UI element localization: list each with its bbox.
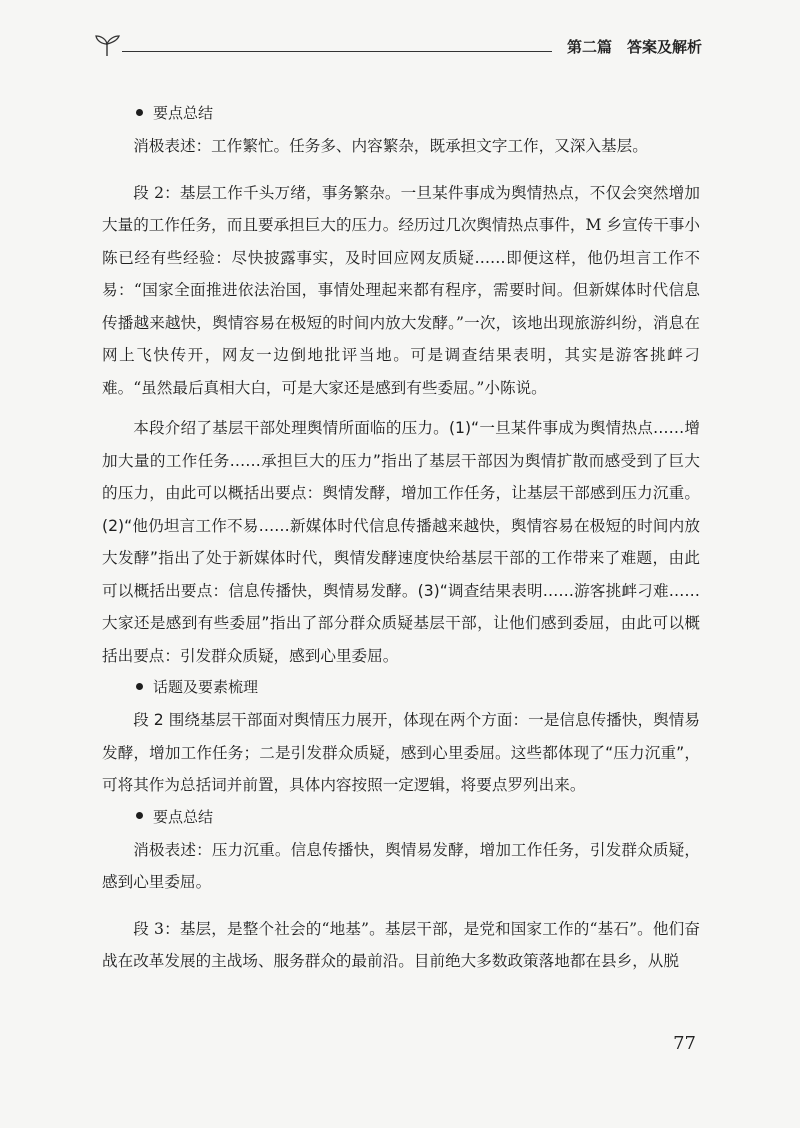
section-bullet-heading xyxy=(102,802,700,833)
source-paragraph: 段 3：基层，是整个社会的“地基”。基层干部，是党和国家工作的“基石”。他们奋战在改革发展的主战场、服务群众的最前沿。目前绝大多数政策落地都在县乡，从脱 xyxy=(102,919,700,970)
spacer xyxy=(102,404,700,412)
analysis-paragraph: 段 2 围绕基层干部面对舆情压力展开，体现在两个方面：一是信息传播快，舆情易发酵，增加工作任务；二是引发群众质疑，感到心里委屈。这些都体现了“压力沉重”，可将其作为总括词并前置，具体内容按照一定逻辑，将要点罗列出来。 xyxy=(102,711,700,794)
bullet-dot-icon xyxy=(136,109,143,116)
analysis-paragraph: 本段介绍了基层干部处理舆情所面临的压力。(1)“一旦某件事成为舆情热点……增加大量的工作任务……承担巨大的压力”指出了基层干部因为舆情扩散而感受到了巨大的压力，由此可以概括出要点：舆情发酵，增加工作任务，让基层干部感到压力沉重。(2)“他仍坦言工作不易……新媒体时代信息传播越来越快，舆情容易在极短的时间内放大发酵”指出了处于新媒体时代，舆情发酵速度快给基层干部的工作带来了难题，由此可以概括出要点：信息传播快，舆情易发酵。(3)“调查结果表明……游客挑衅刁难……大家还是感到有些委屈”指出了部分群众质疑基层干部，让他们感到委屈，由此可以概括出要点：引发群众质疑，感到心里委屈。 xyxy=(102,419,700,665)
bullet-dot-icon xyxy=(136,683,143,690)
sprout-icon xyxy=(92,32,122,58)
bullet-heading-text: 要点总结 xyxy=(153,807,214,826)
source-paragraph: 段 2：基层工作千头万绪，事务繁杂。一旦某件事成为舆情热点，不仅会突然增加大量的工作任务，而且要承担巨大的压力。经历过几次舆情热点事件，M 乡宣传干事小陈已经有些经验：尽快披露事实，及时回应网友质疑……即便这样，他仍坦言工作不易：“国家全面推进依法治国，事情处理起来都有程序，需要时间。但新媒体时代信息传播越来越快，舆情容易在极短的时间内放大发酵。”一次，该地出现旅游纠纷，消息在网上飞快传开，网友一边倒地批评当地。可是调查结果表明，其实是游客挑衅刁难。“虽然最后真相大白，可是大家还是感到有些委屈。”小陈说。 xyxy=(102,183,700,397)
header-title: 第二篇 答案及解析 xyxy=(566,38,702,56)
analysis-paragraph: 消极表述：压力沉重。信息传播快，舆情易发酵，增加工作任务，引发群众质疑，感到心里委屈。 xyxy=(102,840,700,891)
spacer xyxy=(102,163,700,177)
spacer xyxy=(102,899,700,913)
page-number: 77 xyxy=(673,1033,696,1054)
analysis-paragraph: 消极表述：工作繁忙。任务多、内容繁杂，既承担文字工作，又深入基层。 xyxy=(133,137,648,155)
page-body xyxy=(102,98,700,978)
section-bullet-heading xyxy=(102,98,700,129)
bullet-dot-icon xyxy=(136,812,143,819)
running-header xyxy=(92,30,702,60)
header-rule xyxy=(122,51,552,52)
section-bullet-heading xyxy=(102,672,700,703)
bullet-heading-text: 要点总结 xyxy=(153,104,214,122)
bullet-heading-text: 话题及要素梳理 xyxy=(153,678,259,696)
